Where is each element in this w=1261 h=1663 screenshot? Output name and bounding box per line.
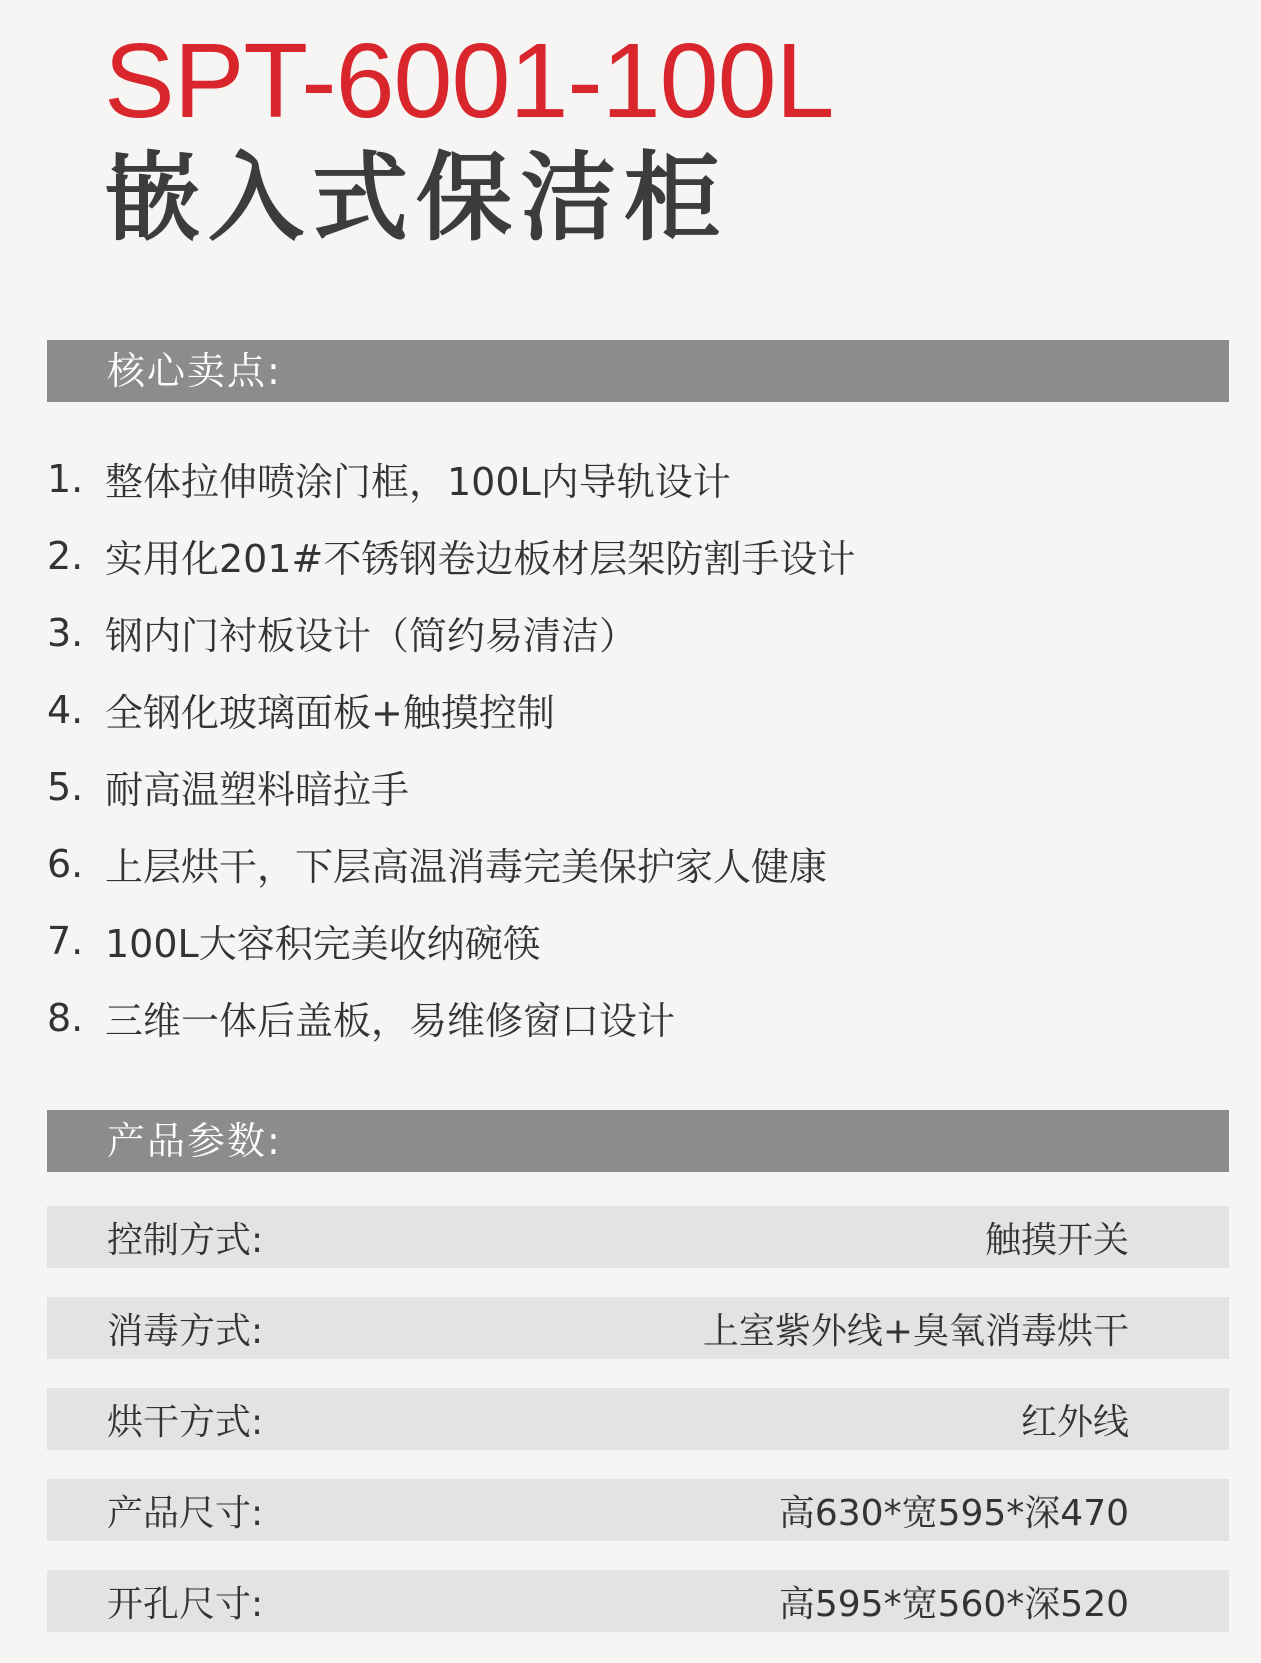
param-value: 红外线 bbox=[1020, 1401, 1129, 1443]
list-item-number: 8. bbox=[47, 995, 84, 1040]
list-item bbox=[47, 440, 855, 517]
table-row bbox=[47, 1479, 1229, 1541]
model-number: SPT-6001-100L bbox=[104, 22, 834, 140]
table-row bbox=[47, 1297, 1229, 1359]
list-item bbox=[47, 979, 855, 1056]
param-label: 产品尺寸: bbox=[107, 1492, 264, 1534]
list-item-text: 100L大容积完美收纳碗筷 bbox=[105, 922, 541, 966]
list-item-number: 5. bbox=[47, 764, 84, 809]
table-row bbox=[47, 1570, 1229, 1632]
list-item-text: 实用化201#不锈钢卷边板材层架防割手设计 bbox=[105, 537, 856, 581]
list-item-number: 1. bbox=[47, 456, 84, 501]
list-item-text: 整体拉伸喷涂门框，100L内导轨设计 bbox=[105, 460, 731, 504]
param-value: 高595*宽560*深520 bbox=[778, 1583, 1129, 1625]
list-item bbox=[47, 825, 855, 902]
list-item-text: 上层烘干，下层高温消毒完美保护家人健康 bbox=[105, 845, 828, 889]
list-item-text: 耐高温塑料暗拉手 bbox=[105, 768, 410, 812]
list-item bbox=[47, 671, 855, 748]
list-item bbox=[47, 594, 855, 671]
param-label: 控制方式: bbox=[107, 1219, 264, 1261]
selling-points-list bbox=[47, 440, 855, 1056]
param-label: 开孔尺寸: bbox=[107, 1583, 264, 1625]
parameters-header: 产品参数: bbox=[47, 1110, 1229, 1172]
table-row bbox=[47, 1206, 1229, 1268]
param-label: 消毒方式: bbox=[107, 1310, 264, 1352]
product-name: 嵌入式保洁柜 bbox=[104, 142, 728, 254]
param-value: 上室紫外线+臭氧消毒烘干 bbox=[702, 1310, 1129, 1352]
list-item-text: 三维一体后盖板，易维修窗口设计 bbox=[105, 999, 676, 1043]
param-value: 高630*宽595*深470 bbox=[778, 1492, 1129, 1534]
table-row bbox=[47, 1388, 1229, 1450]
list-item-number: 3. bbox=[47, 610, 84, 655]
list-item-text: 钢内门衬板设计（简约易清洁） bbox=[105, 614, 638, 658]
list-item-text: 全钢化玻璃面板+触摸控制 bbox=[105, 691, 555, 735]
list-item-number: 6. bbox=[47, 841, 84, 886]
list-item-number: 4. bbox=[47, 687, 84, 732]
selling-points-header: 核心卖点: bbox=[47, 340, 1229, 402]
parameters-table bbox=[47, 1206, 1229, 1661]
param-value: 触摸开关 bbox=[984, 1219, 1129, 1261]
list-item bbox=[47, 517, 855, 594]
list-item-number: 7. bbox=[47, 918, 84, 963]
param-label: 烘干方式: bbox=[107, 1401, 264, 1443]
list-item-number: 2. bbox=[47, 533, 84, 578]
list-item bbox=[47, 748, 855, 825]
list-item bbox=[47, 902, 855, 979]
